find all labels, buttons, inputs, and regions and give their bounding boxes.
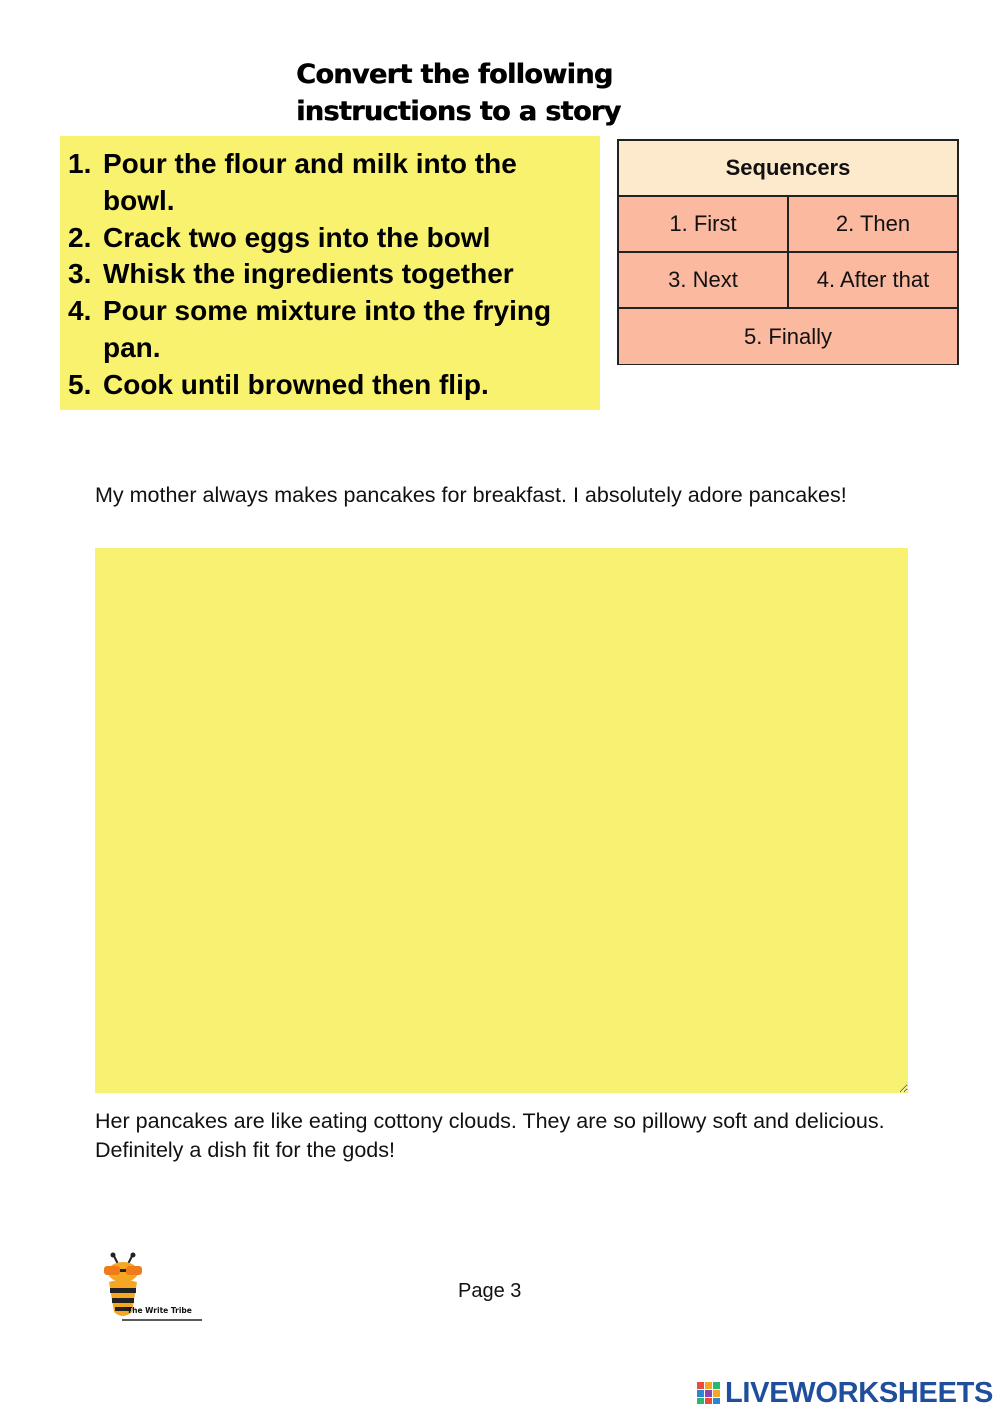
worksheet-title — [296, 56, 626, 130]
instruction-number: 1. — [68, 148, 92, 179]
instruction-text: Cook until browned then flip. — [103, 368, 489, 400]
instruction-text: Pour the flour and milk into the bowl. — [103, 148, 517, 216]
sequencer-then: 2. Then — [787, 197, 957, 251]
instructions-list — [68, 146, 592, 404]
sequencer-first: 1. First — [619, 197, 787, 251]
sequencers-header: Sequencers — [619, 141, 957, 195]
instruction-item — [68, 256, 592, 293]
instruction-number: 2. — [68, 221, 92, 253]
story-answer-field[interactable] — [95, 548, 908, 1093]
liveworksheets-brand — [697, 1376, 993, 1410]
title-line-1: Convert the following — [296, 59, 613, 90]
instruction-item — [68, 367, 592, 404]
sequencers-table — [617, 139, 959, 365]
sequencer-finally: 5. Finally — [619, 309, 957, 364]
instruction-text: Whisk the ingredients together — [103, 258, 514, 290]
liveworksheets-text: LIVEWORKSHEETS — [725, 1376, 994, 1409]
sequencer-after-that: 4. After that — [787, 253, 957, 307]
instruction-text: Pour some mixture into the frying pan. — [103, 295, 552, 363]
story-ending: Her pancakes are like eating cottony clouds. They are so pillowy soft and delicious. Definitely a dish fit for the gods! — [95, 1109, 885, 1162]
instruction-text: Crack two eggs into the bowl — [103, 221, 491, 253]
instruction-number: 4. — [68, 295, 92, 327]
instruction-item — [68, 146, 592, 220]
sequencers-row — [619, 253, 957, 309]
page-number: Page 3 — [458, 1280, 522, 1302]
bee-logo-icon — [98, 1252, 208, 1328]
instruction-item — [68, 293, 592, 367]
sequencers-header-row — [619, 141, 957, 197]
logo-caption: The Write Tribe — [127, 1306, 192, 1315]
title-line-2: instructions to a story — [296, 96, 621, 127]
sequencer-next: 3. Next — [619, 253, 787, 307]
write-tribe-logo — [98, 1252, 208, 1328]
instruction-item — [68, 220, 592, 257]
sequencers-row — [619, 309, 957, 364]
instructions-box — [60, 136, 600, 410]
instruction-number: 5. — [68, 368, 92, 400]
liveworksheets-logo-icon — [697, 1382, 721, 1404]
instruction-number: 3. — [68, 258, 92, 290]
story-intro: My mother always makes pancakes for breakfast. I absolutely adore pancakes! — [95, 483, 847, 507]
sequencers-row — [619, 197, 957, 253]
